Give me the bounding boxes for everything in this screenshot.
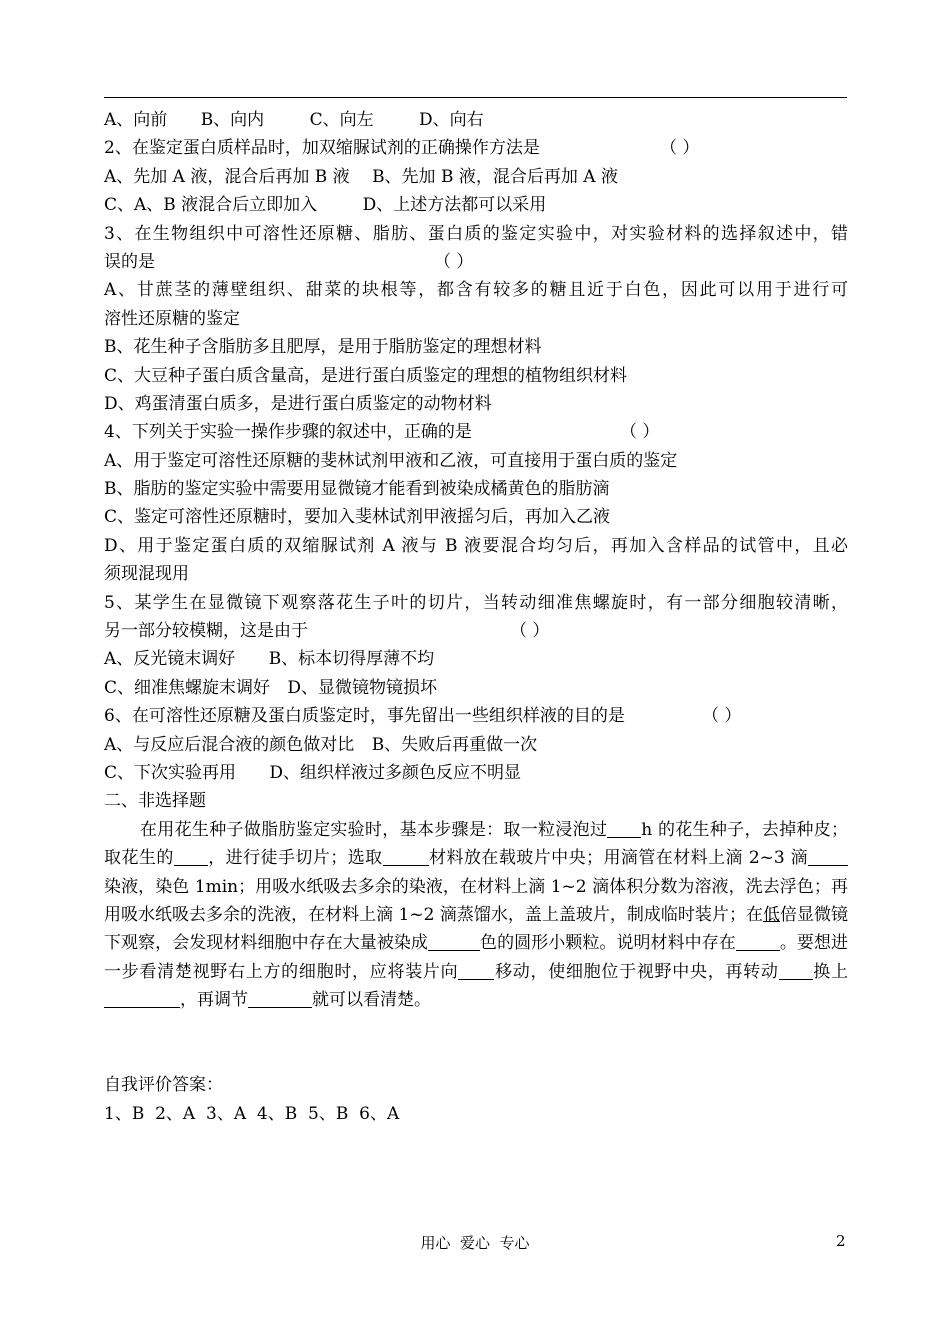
fill-text-13: 就可以看清楚。	[312, 990, 431, 1011]
section2-title: 二、非选择题	[104, 791, 206, 812]
q5-stem-line2	[104, 617, 848, 645]
fill-text-5: 染液，染色 1min；用吸水纸吸去多余的染液，在材料上滴 1~2 滴体积分数为	[104, 876, 695, 897]
q2-stem	[104, 134, 848, 162]
fill-text-7: 倍显微镜下观察，会发现材料细胞中存在大量被染成	[104, 904, 849, 954]
q4-option-d-line2: 须现混现用	[104, 564, 189, 585]
q1-option-d: D、向右	[419, 110, 484, 130]
fill-text-low: 低	[762, 904, 780, 925]
q3-stem-line2	[104, 248, 848, 276]
blank-color	[428, 932, 480, 951]
q3-stem-line1: 3、在生物组织中可溶性还原糖、脂肪、蛋白质的鉴定实验中，对实验材料的选择叙述中，错	[104, 223, 848, 244]
header-rule	[104, 97, 847, 98]
q3-option-b: B、花生种子含脂肪多且肥厚，是用于脂肪鉴定的理想材料	[104, 337, 542, 358]
fill-text-3: ，进行徒手切片；选取	[207, 848, 383, 869]
page-footer: 用心 爱心 专心	[420, 1234, 530, 1252]
q3-answer-bracket: （ ）	[434, 251, 474, 272]
blank-direction	[458, 961, 494, 980]
q5-option-b: B、标本切得厚薄不均	[268, 649, 435, 670]
q5-options-ab	[104, 645, 848, 673]
answers-title: 自我评价答案：	[104, 1075, 223, 1096]
spacer	[104, 1043, 848, 1071]
q5-stem-line1: 5、某学生在显微镜下观察落花生子叶的切片，当转动细准焦螺旋时，有一部分细胞较清晰，	[104, 592, 848, 613]
document-body	[104, 106, 848, 1128]
fill-text-4: 材料放在载玻片中央；用滴管在材料上滴 2~3 滴	[428, 848, 809, 869]
q4-option-b: B、脂肪的鉴定实验中需要用显微镜才能看到被染成橘黄色的脂肪滴	[104, 479, 610, 500]
q6-option-a: A、与反应后混合液的颜色做对比	[104, 734, 355, 755]
fill-text-12: ，再调节	[180, 990, 248, 1011]
page-number: 2	[836, 1232, 846, 1250]
q1-option-a: A、向前	[104, 110, 168, 130]
blank-converter	[779, 961, 813, 980]
blank-substance	[736, 932, 780, 951]
fill-in-paragraph	[104, 816, 848, 1015]
fill-text-6: 溶液，洗去浮色；再用吸水纸吸去多余的洗液，在材料上滴 1~2 滴蒸馏水，盖上盖玻片，制成临时装片；在	[104, 876, 848, 925]
fill-text-2: h 的花生种子，去掉种皮；取花生的	[104, 819, 849, 869]
q6-option-d: D、组织样液过多颜色反应不明显	[269, 762, 522, 783]
q2-option-c: C、A、B 液混合后立即加入	[104, 195, 318, 216]
q3-option-c: C、大豆种子蛋白质含量高，是进行蛋白质鉴定的理想的植物组织材料	[104, 365, 628, 386]
q5-options-cd	[104, 674, 848, 702]
q6-options-cd	[104, 759, 848, 787]
q5-stem-line2-text: 另一部分较模糊，这是由于	[104, 621, 308, 642]
q6-stem-text: 6、在可溶性还原糖及蛋白质鉴定时，事先留出一些组织样液的目的是	[104, 706, 625, 727]
q4-stem	[104, 418, 848, 446]
q1-option-c: C、向左	[309, 110, 374, 130]
blank-material	[383, 847, 429, 866]
q1-option-b: B、向内	[200, 110, 265, 130]
q6-answer-bracket: （ ）	[702, 706, 742, 727]
q4-option-d-line1: D、用于鉴定蛋白质的双缩脲试剂 A 液与 B 液要混合均匀后，再加入含样品的试管中，且必	[104, 535, 848, 556]
q6-options-ab	[104, 731, 848, 759]
fill-text-10: 移动，使细胞位于视野中央，再转动	[494, 961, 779, 982]
q4-stem-text: 4、下列关于实验一操作步骤的叙述中，正确的是	[104, 422, 472, 443]
answers-list: 1、B 2、A 3、A 4、B 5、B 6、A	[104, 1103, 400, 1124]
q5-answer-bracket: （ ）	[510, 621, 550, 642]
q3-option-a-line1: A、甘蔗茎的薄壁组织、甜菜的块根等，都含有较多的糖且近于白色，因此可以用于进行可	[104, 280, 848, 301]
q5-option-d: D、显微镜物镜损坏	[287, 677, 438, 698]
q6-option-b: B、失败后再重做一次	[371, 734, 538, 755]
q3-stem-line2-text: 误的是	[104, 251, 155, 272]
q4-option-a: A、用于鉴定可溶性还原糖的斐林试剂甲液和乙液，可直接用于蛋白质的鉴定	[104, 450, 678, 471]
blank-soak-hours	[607, 819, 641, 838]
fill-text-1: 在用花生种子做脂肪鉴定实验时，基本步骤是：取一粒浸泡过	[140, 819, 608, 840]
blank-adjust	[248, 989, 312, 1008]
q3-option-a-line2: 溶性还原糖的鉴定	[104, 308, 240, 329]
q5-option-c: C、细准焦螺旋末调好	[104, 677, 271, 698]
blank-stain	[808, 847, 848, 866]
q2-answer-bracket: （ ）	[660, 138, 700, 159]
q1-options	[104, 106, 848, 134]
q4-answer-bracket: （ ）	[620, 422, 660, 443]
fill-text-11: 换上	[812, 961, 849, 982]
q6-option-c: C、下次实验再用	[104, 762, 237, 783]
q5-option-a: A、反光镜末调好	[104, 649, 236, 670]
q2-option-d: D、上述方法都可以采用	[362, 195, 547, 216]
fill-text-9: 。要想进一步看清楚视野右上方的细胞时，应将装片向	[104, 933, 849, 982]
q4-option-c: C、鉴定可溶性还原糖时，要加入斐林试剂甲液摇匀后，再加入乙液	[104, 507, 611, 528]
blank-objective	[104, 989, 180, 1008]
q2-options-cd	[104, 191, 848, 219]
q3-option-d: D、鸡蛋清蛋白质多，是进行蛋白质鉴定的动物材料	[104, 393, 492, 414]
fill-text-8: 色的圆形小颗粒。说明材料中存在	[479, 933, 736, 954]
q2-stem-text: 2、在鉴定蛋白质样品时，加双缩脲试剂的正确操作方法是	[104, 138, 540, 159]
blank-part	[174, 847, 208, 866]
spacer	[104, 1015, 848, 1043]
q2-options-ab: A、先加 A 液，混合后再加 B 液 B、先加 B 液，混合后再加 A 液	[104, 166, 618, 187]
q6-stem	[104, 702, 848, 730]
